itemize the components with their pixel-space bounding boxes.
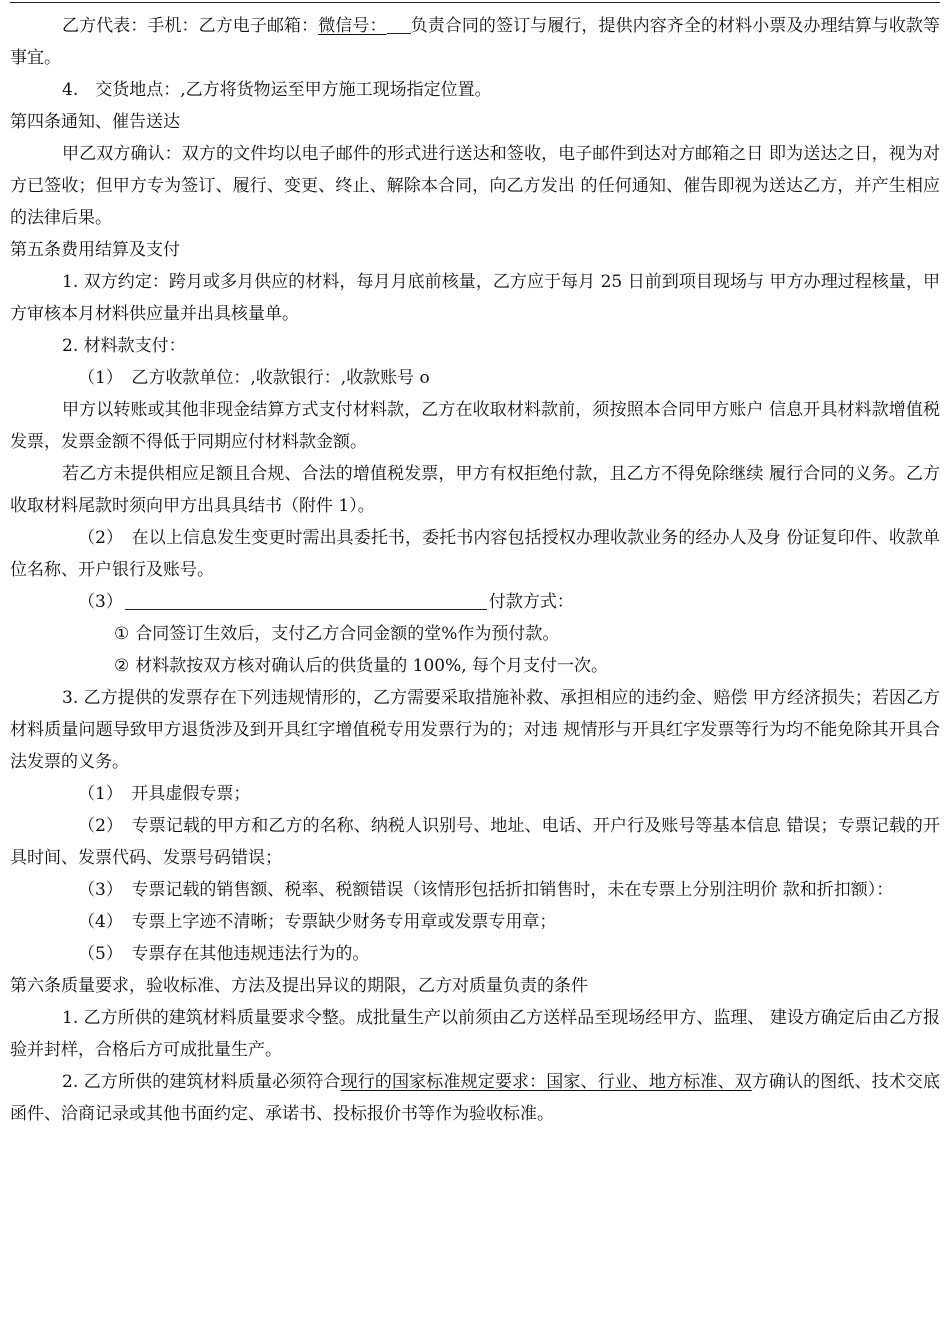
settlement-agreement-paragraph: 1. 双方约定：跨月或多月供应的材料，每月月底前核量，乙方应于每月 25 日前到项目现场与 甲方办理过程核量，甲方审核本月材料供应量并出具核量单。 xyxy=(10,272,940,324)
monthly-payment-paragraph xyxy=(10,650,940,682)
document-body xyxy=(10,10,940,1130)
quality-standard-underlined: 现行的国家标准规定要求：国家、行业、地方标准、双 xyxy=(340,1072,752,1092)
quality-sample-paragraph: 1. 乙方所供的建筑材料质量要求令整。成批量生产以前须由乙方送样品至现场经甲方、监理、 建设方确定后由乙方报验并封样，合格后方可成批量生产。 xyxy=(10,1008,940,1060)
invoice-violation-paragraph: 3. 乙方提供的发票存在下列违规情形的，乙方需要采取措施补救、承担相应的违约金、赔偿 甲方经济损失；若因乙方材料质量问题导致甲方退货涉及到开具红字增值税专用发票行为的；对违 规情形与开具红字发票等行为均不能免除其开具合法发票的义务。 xyxy=(10,688,940,772)
circled-two-marker: ② xyxy=(114,656,130,676)
payment-method-blank xyxy=(125,589,487,610)
material-payment-paragraph: 2. 材料款支付： xyxy=(62,336,186,356)
violation-item-4: （4） 专票上字迹不清晰；专票缺少财务专用章或发票专用章； xyxy=(78,912,557,932)
payment-method-paragraph xyxy=(10,586,940,618)
violation-item-2: （2） 专票记载的甲方和乙方的名称、纳税人识别号、地址、电话、开户行及账号等基本信息 错误；专票记载的开具时间、发票代码、发票号码错误； xyxy=(10,816,940,868)
quality-standard-paragraph xyxy=(10,1066,940,1130)
advance-payment-paragraph xyxy=(10,618,940,650)
article-5-heading: 第五条费用结算及支付 xyxy=(10,240,180,260)
article-6-heading: 第六条质量要求，验收标准、方法及提出异议的期限，乙方对质量负责的条件 xyxy=(10,976,588,996)
change-authorization-paragraph: （2） 在以上信息发生变更时需出具委托书，委托书内容包括授权办理收款业务的经办人及身 份证复印件、收款单位名称、开户银行及账号。 xyxy=(10,528,940,580)
delivery-location-paragraph: 4. 交货地点：,乙方将货物运至甲方施工现场指定位置。 xyxy=(62,80,492,100)
header-rule xyxy=(10,2,940,3)
payment-method-label: 付款方式： xyxy=(488,592,574,612)
quality-standard-lead: 2. 乙方所供的建筑材料质量必须符合 xyxy=(62,1072,341,1092)
quality-standard-rest: 方确认的图纸、技术交底函件、洽商记录或其他书面约定、承诺书、投标报价书等作为验收标准。 xyxy=(10,1072,941,1124)
circled-one-marker: ① xyxy=(114,624,130,644)
monthly-payment-text: 材料款按双方核对确认后的供货量的 100%, 每个月支付一次。 xyxy=(135,656,609,676)
party-b-representative-paragraph xyxy=(10,10,940,74)
party-b-duties-text: 负责合同的签订与履行，提供内容齐全的材料小票及办理结算与收款等事宜。 xyxy=(10,16,941,68)
advance-payment-text: 合同签订生效后，支付乙方合同金额的堂%作为预付款。 xyxy=(135,624,560,644)
payment-method-number: （3） xyxy=(78,592,123,612)
violation-item-3: （3） 专票记载的销售额、税率、税额错误（该情形包括折扣销售时，未在专票上分别注明价 款和折扣额）： xyxy=(78,880,894,900)
wechat-blank xyxy=(387,15,411,34)
article-4-heading: 第四条通知、催告送达 xyxy=(10,112,180,132)
payee-info-paragraph: （1） 乙方收款单位：,收款银行：,收款账号 o xyxy=(78,368,430,388)
notice-delivery-paragraph: 甲乙双方确认：双方的文件均以电子邮件的形式进行送达和签收，电子邮件到达对方邮箱之日 即为送达之日，视为对方已签收；但甲方专为签订、履行、变更、终止、解除本合同，向乙方发出 的任何通知、催告即视为送达乙方，并产生相应的法律后果。 xyxy=(10,144,940,228)
violation-item-5: （5） 专票存在其他违规违法行为的。 xyxy=(78,944,370,964)
wechat-label: 微信号： xyxy=(318,16,387,36)
invoice-requirement-paragraph: 甲方以转账或其他非现金结算方式支付材料款，乙方在收取材料款前，须按照本合同甲方账户 信息开具材料款增值税发票，发票金额不得低于同期应付材料款金额。 xyxy=(10,400,940,452)
invoice-refusal-paragraph: 若乙方未提供相应足额且合规、合法的增值税发票，甲方有权拒绝付款，且乙方不得免除继续 履行合同的义务。乙方收取材料尾款时须向甲方出具具结书（附件 1）。 xyxy=(10,464,940,516)
party-b-contact-text: 乙方代表：手机：乙方电子邮箱： xyxy=(62,16,319,36)
violation-item-1: （1） 开具虚假专票； xyxy=(78,784,251,804)
